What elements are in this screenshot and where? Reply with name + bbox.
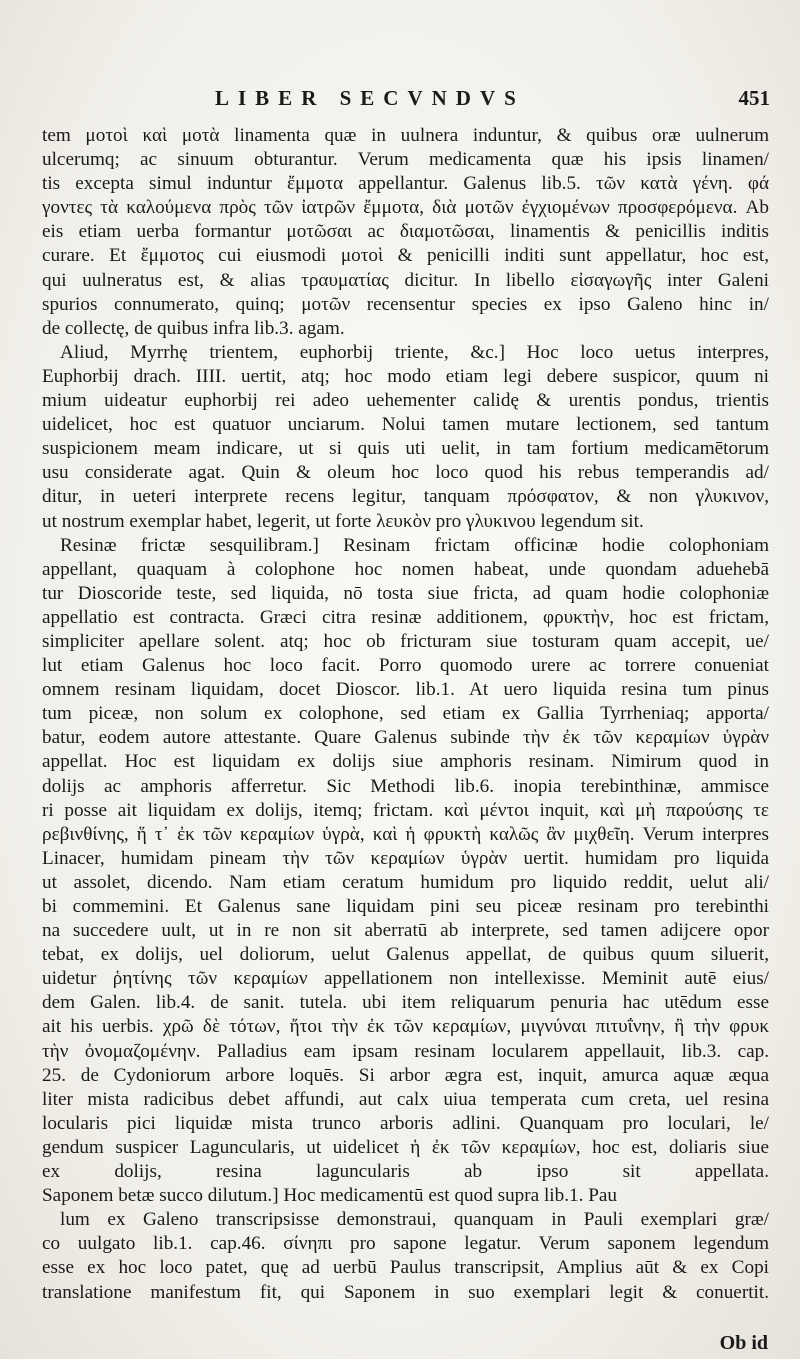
text-line: ut nostrum exemplar habet, legerit, ut forte λευκὸν pro γλυκινου legendum sit. xyxy=(42,510,644,532)
text-line: appellatio est contracta. Græci citra resinæ additionem, φρυκτὴν, hoc est frictam, xyxy=(42,606,769,628)
text-line: Linacer, humidam pineam τὴν τῶν κεραμίων ὑγρὰν uertit. humidam pro liquida xyxy=(42,847,769,869)
text-line: tis excepta simul induntur ἔμμοτα appellantur. Galenus lib.5. τῶν κατὰ γένη. φά xyxy=(42,173,769,195)
text-line: eis etiam uerba formantur μοτῶσαι ac διαμοτῶσαι, linamentis & penicillis inditis xyxy=(42,221,769,243)
text-line: omnem resinam liquidam, docet Dioscor. lib.1. At uero liquida resina tum pinus xyxy=(42,679,769,701)
text-line: bi commemini. Et Galenus sane liquidam pini seu piceæ resinam pro terebinthi xyxy=(42,896,769,917)
text-line: ex dolijs, resina laguncularis ab ipso sit appellata. xyxy=(42,1161,769,1183)
text-line: tebat, ex dolijs, uel doliorum, uelut Galenus appellat, de quibus quum siluerit, xyxy=(42,944,769,966)
text-line: spurios connumerato, quinq; μοτῶν recensentur species ex ipso Galeno hinc in/ xyxy=(42,293,769,315)
text-line: τὴν ὀνομαζομένην. Palladius eam ipsam resinam locularem appellauit, lib.3. cap. xyxy=(42,1040,769,1062)
catchword: Ob id xyxy=(719,1332,768,1354)
text-line: esse ex hoc loco patet, quę ad uerbū Paulus transcripsit, Amplius aūt & ex Copi xyxy=(42,1257,769,1279)
text-line: dem Galen. lib.4. de sanit. tutela. ubi item reliquarum penuria hac utēdum esse xyxy=(42,992,769,1014)
text-line: Aliud, Myrrhę trientem, euphorbij triente, &c.] Hoc loco uetus interpres, xyxy=(60,341,769,363)
text-line: lut etiam Galenus hoc loco facit. Porro quomodo urere ac torrere conueniat xyxy=(42,655,769,677)
text-line: translatione manifestum fit, qui Saponem in suo exemplari legit & conuertit. xyxy=(42,1281,769,1303)
text-line: tur Dioscoride teste, sed liquida, nō tosta siue fricta, ad quam hodie colophoniæ xyxy=(42,582,769,604)
text-line: appellat. Hoc est liquidam ex dolijs siue amphoris resinam. Nimirum quod in xyxy=(42,751,769,773)
text-line: simpliciter apellare solent. atq; hoc ob fricturam siue tosturam quam accepit, ue/ xyxy=(42,630,769,652)
text-line: tum piceæ, non solum ex colophone, sed etiam ex Gallia Tyrrheniaq; apporta/ xyxy=(42,703,769,725)
text-line: ρεβινθίνης, ἥ τ᾽ ἐκ τῶν κεραμίων ὑγρὰ, καὶ ἡ φρυκτὴ καλῶς ἂν μιχθεῖη. Verum interpres xyxy=(42,823,769,845)
text-line: ut assolet, dicendo. Nam etiam ceratum humidum pro liquido reddit, uelut ali/ xyxy=(42,871,769,893)
text-line: na succedere uult, ut in re non sit aberratū ab interprete, sed tamen adijcere opor xyxy=(42,920,769,942)
text-line: Euphorbij drach. IIII. uertit, atq; hoc modo etiam legi debere suspicor, quum ni xyxy=(42,365,769,387)
text-line: liter mista radicibus debet affundi, aut calx uiua temperata cum creta, uel resina xyxy=(42,1088,769,1110)
text-line: qui uulneratus est, & alias τραυματίας dicitur. In libello εἰσαγωγῆς inter Galeni xyxy=(42,269,769,291)
text-line: ditur, in ueteri interprete recens legitur, tanquam πρόσφατον, & non γλυκινον, xyxy=(42,486,769,508)
text-line: suspicionem meam indicare, ut si quis uti uelit, in tam fortium medicamētorum xyxy=(42,438,769,460)
text-line: lum ex Galeno transcripsisse demonstraui, quanquam in Pauli exemplari græ/ xyxy=(60,1209,769,1231)
text-line: gendum suspicer Laguncularis, ut uidelicet ἡ ἐκ τῶν κεραμίων, hoc est, doliaris siue xyxy=(42,1136,769,1158)
text-line: curare. Et ἔμμοτος cui eiusmodi μοτοὶ & penicilli inditi sunt appellatur, hoc est, xyxy=(42,245,769,267)
text-line: ulcerumq; ac sinuum obturantur. Verum medicamenta quæ his ipsis linamen/ xyxy=(42,149,769,171)
text-line: γοντες τὰ καλούμενα πρὸς τῶν ἰατρῶν ἔμμοτα, διὰ μοτῶν ἐγχιομένων προσφερόμενα. Ab xyxy=(42,197,769,219)
text-line: ri posse ait liquidam ex dolijs, itemq; frictam. καὶ μέντοι inquit, καὶ μὴ παρούσης τε xyxy=(42,799,769,821)
text-line: Saponem betæ succo dilutum.] Hoc medicamentū est quod supra lib.1. Pau xyxy=(42,1185,617,1207)
text-line: tem μοτοὶ καὶ μοτὰ linamenta quæ in uulnera induntur, & quibus oræ uulnerum xyxy=(42,125,769,146)
text-line: usu considerate agat. Quin & oleum hoc loco quod his rebus temperandis ad/ xyxy=(42,462,769,484)
running-head xyxy=(0,86,800,118)
page-number: 451 xyxy=(738,86,770,110)
running-title: LIBER SECVNDVS xyxy=(215,86,525,110)
text-line: de collectę, de quibus infra lib.3. agam. xyxy=(42,317,345,339)
text-line: 25. de Cydoniorum arbore loquēs. Si arbor ægra est, inquit, amurca aquæ æqua xyxy=(42,1064,769,1086)
text-line: dolijs ac amphoris afferretur. Sic Methodi lib.6. inopia terebinthinæ, ammisce xyxy=(42,775,769,797)
text-line: uidelicet, hoc est quatuor unciarum. Nolui tamen mutare lectionem, sed tantum xyxy=(42,414,769,436)
text-line: Resinæ frictæ sesquilibram.] Resinam frictam officinæ hodie colophoniam xyxy=(60,534,769,556)
text-line: mium uideatur euphorbij rei adeo uehementer calidę & urentis pondus, trientis xyxy=(42,390,769,412)
text-line: appellant, quaquam à colophone hoc nomen habeat, unde quondam aduehebā xyxy=(42,558,769,580)
text-line: uidetur ῥητίνης τῶν κεραμίων appellationem non intellexisse. Meminit autē eius/ xyxy=(42,968,769,990)
text-line: ait his uerbis. χρῶ δὲ τότων, ἤτοι τὴν ἐκ τῶν κεραμίων, μιγνύναι πιτυΐνην, ἢ τὴν φρυκ xyxy=(42,1016,769,1038)
text-line: batur, eodem autore attestante. Quare Galenus subinde τὴν ἐκ τῶν κεραμίων ὑγρὰν xyxy=(42,727,769,749)
text-line: co uulgato lib.1. cap.46. σίνηπι pro sapone legatur. Verum saponem legendum xyxy=(42,1233,769,1255)
text-block xyxy=(42,124,769,1305)
text-line: locularis pici liquidæ mista trunco arboris adlini. Quanquam pro loculari, le/ xyxy=(42,1112,769,1134)
